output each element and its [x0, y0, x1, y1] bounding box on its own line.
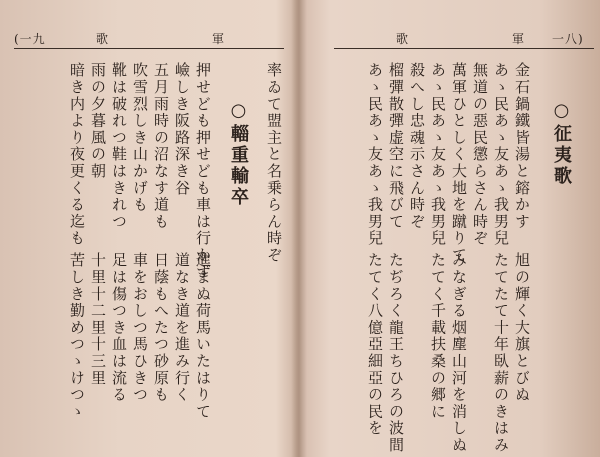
verse-line: みなぎる烟塵山河を消しぬ	[450, 252, 468, 454]
section-title: ○輜重輸卒	[228, 100, 249, 208]
running-head-left-a: 歌	[96, 32, 110, 46]
verse-line: 車をおしつ馬ひきつ	[131, 252, 149, 404]
verse-line: 十里十二里十三里	[89, 252, 107, 387]
verse-line: あゝ民あゝ友あゝ我男兒	[366, 62, 384, 247]
verse-line: 率ゐて盟主と名乗らん時ぞ	[265, 62, 283, 264]
page-number-left: (一九	[14, 32, 46, 46]
verse-line: 吹雪烈しき山かげも	[131, 62, 149, 214]
verse-line: 日蔭もへたつ砂原も	[152, 252, 170, 404]
verse-line: 旭の輝く大旗とびぬ	[513, 252, 531, 404]
verse-line: たてく八億亞細亞の民を	[366, 252, 384, 437]
running-head-right-b: 軍	[512, 32, 526, 46]
verse-line: 金石鍋鐵皆湯と鎔かす	[513, 62, 531, 230]
verse-line: 押せども押せども車は行かず	[194, 62, 212, 281]
verse-line: 足は傷つき血は流る	[110, 252, 128, 404]
verse-line: 五月雨時の沼なす道も	[152, 62, 170, 230]
verse-line: 苦しき勤めつゝけつゝ	[68, 252, 86, 420]
verse-line: たぢろく龍王ちひろの波間	[387, 252, 405, 454]
verse-line: 雨の夕暮風の朝	[89, 62, 107, 180]
running-head-left-b: 軍	[212, 32, 226, 46]
section-title: ○征夷歌	[551, 100, 572, 187]
verse-line: たてたて十年臥薪のきはみ	[492, 252, 510, 454]
verse-line: 殺へし忠魂示さん時ぞ	[408, 62, 426, 230]
verse-line: 嶮しき阪路深き谷	[173, 62, 191, 197]
verse-line: 暗き内より夜更くる迄も	[68, 62, 86, 247]
header-rule-left	[14, 48, 284, 49]
verse-line: 無道の惡民懲らさん時ぞ	[471, 62, 489, 247]
verse-line: たてく千載扶桑の郷に	[429, 252, 447, 420]
verse-line: 萬軍ひとしく大地を蹴りて	[450, 62, 468, 264]
verse-line: 道なき道を進み行く	[173, 252, 191, 404]
header-rule-right	[334, 48, 594, 49]
verse-line: あゝ民あゝ友あゝ我男兒	[492, 62, 510, 247]
verse-line: 進まぬ荷馬いたはりて	[194, 252, 212, 420]
page-number-right: 一八)	[552, 32, 584, 46]
running-head-right-a: 歌	[396, 32, 410, 46]
verse-line: 榴彈散彈虚空に飛びて	[387, 62, 405, 230]
verse-line: 靴は破れつ鞋はきれつ	[110, 62, 128, 230]
verse-line: あゝ民あゝ友あゝ我男兒	[429, 62, 447, 247]
